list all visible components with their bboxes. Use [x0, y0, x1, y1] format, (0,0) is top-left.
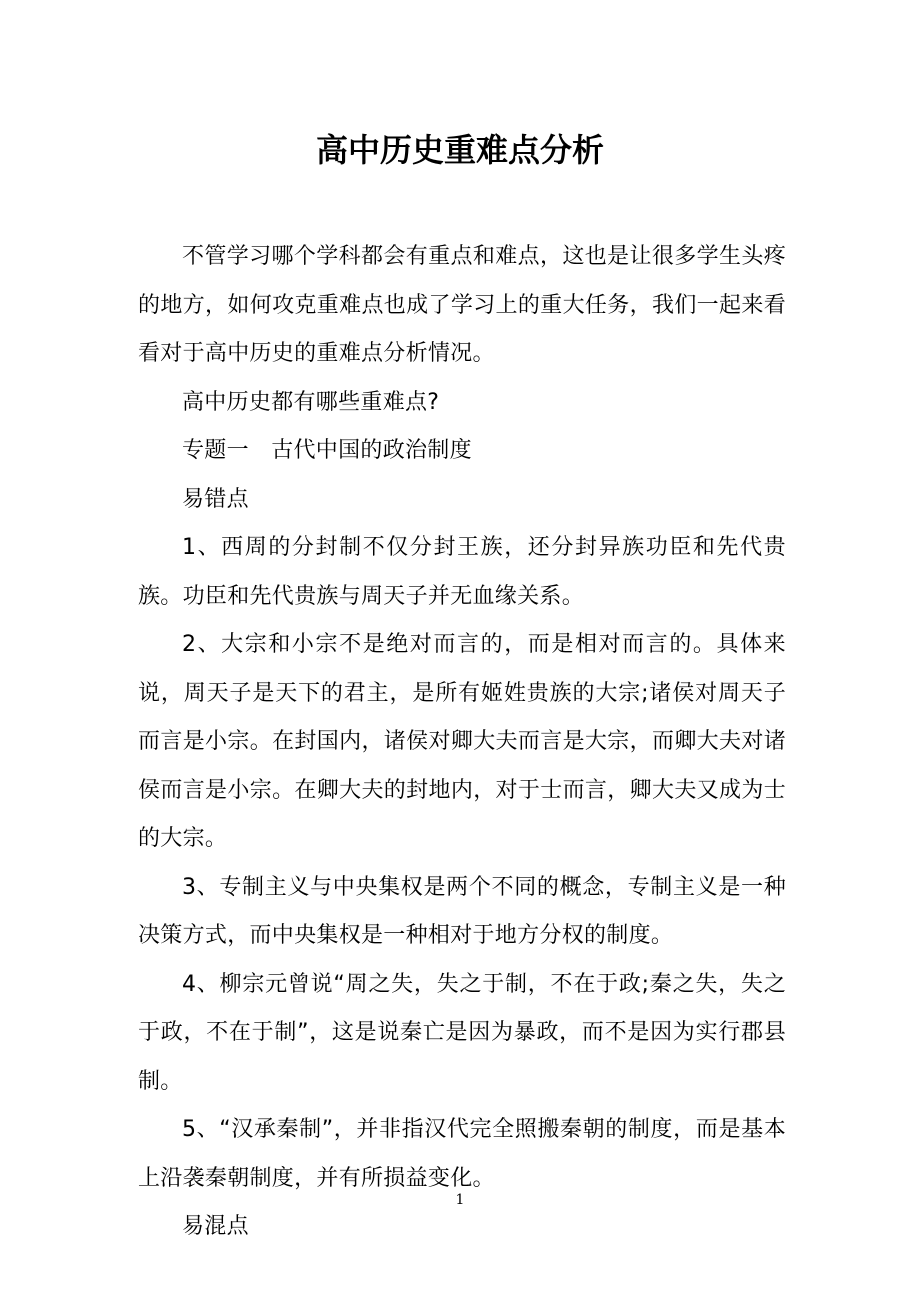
- paragraph-question: 高中历史都有哪些重难点?: [182, 389, 440, 415]
- list-item-5: 5、“汉承秦制”，并非指汉代完全照搬秦朝的制度，而是基本上沿袭秦朝制度，并有所损益变化。: [138, 1117, 786, 1191]
- list-item-4: 4、柳宗元曾说“周之失，失之于制，不在于政;秦之失，失之于政，不在于制”，这是说秦亡是因为暴政，而不是因为实行郡县制。: [138, 971, 786, 1094]
- subheading-error-prone: 易错点: [182, 486, 249, 512]
- document-title: 高中历史重难点分析: [315, 131, 604, 169]
- list-item-3: 3、专制主义与中央集权是两个不同的概念，专制主义是一种决策方式，而中央集权是一种相对于地方分权的制度。: [138, 874, 786, 948]
- subheading-confusing: 易混点: [182, 1214, 249, 1239]
- list-item-2: 2、大宗和小宗不是绝对而言的，而是相对而言的。具体来说，周天子是天下的君主，是所有姬姓贵族的大宗;诸侯对周天子而言是小宗。在封国内，诸侯对卿大夫而言是大宗，而卿大夫对诸侯而言是小宗。在卿大夫的封地内，对于士而言，卿大夫又成为士的大宗。: [138, 632, 786, 851]
- list-item-1: 1、西周的分封制不仅分封王族，还分封异族功臣和先代贵族。功臣和先代贵族与周天子并无血缘关系。: [138, 535, 786, 609]
- paragraph-intro: 不管学习哪个学科都会有重点和难点，这也是让很多学生头疼的地方，如何攻克重难点也成了学习上的重大任务，我们一起来看看对于高中历史的重难点分析情况。: [138, 244, 786, 366]
- document-body: [138, 233, 786, 1252]
- section-heading-topic-one: 专题一 古代中国的政治制度: [182, 438, 472, 463]
- page-number: 1: [455, 1192, 465, 1208]
